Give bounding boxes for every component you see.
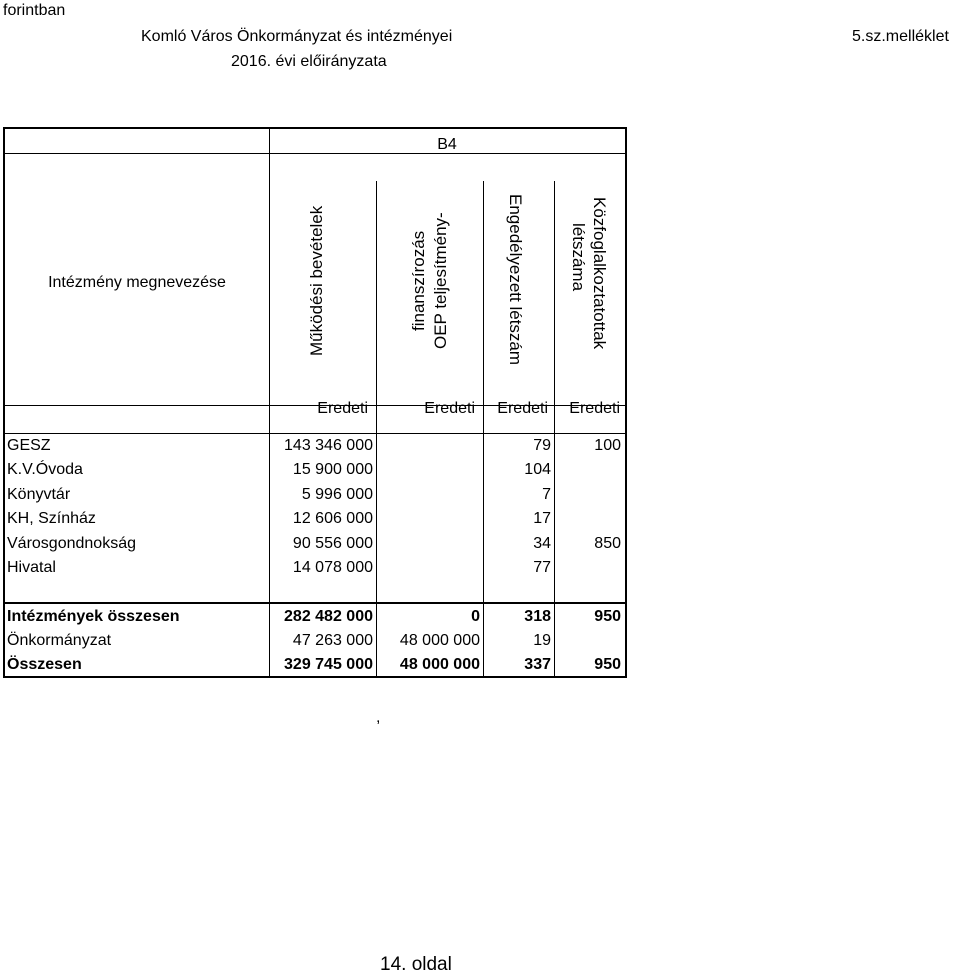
cell-name: Intézmények összesen	[7, 608, 180, 625]
cell-c1: 143 346 000	[284, 437, 373, 454]
cell-c1: 5 996 000	[301, 486, 373, 503]
column-header-name: Intézmény megnevezése	[48, 274, 226, 291]
cell-c2: 48 000 000	[399, 632, 480, 649]
cell-c4: 100	[594, 437, 621, 454]
cell-c4: 850	[594, 535, 621, 552]
column-header-oep-line2: finanszírozás	[409, 230, 428, 332]
subheader-c3: Eredeti	[497, 400, 548, 417]
cell-c3: 79	[533, 437, 551, 454]
subheader-c1: Eredeti	[317, 400, 368, 417]
cell-c1: 15 900 000	[292, 461, 373, 478]
cell-name: GESZ	[7, 437, 51, 454]
cell-name: Könyvtár	[7, 486, 71, 503]
cell-c1: 329 745 000	[284, 656, 373, 673]
cell-c3: 318	[524, 608, 551, 625]
cell-c4: 950	[594, 656, 621, 673]
document-title: Komló Város Önkormányzat és intézményei	[141, 28, 453, 45]
cell-c2: 0	[471, 608, 480, 625]
cell-name: Városgondnokság	[7, 535, 136, 552]
group-label: B4	[437, 136, 457, 153]
cell-c3: 19	[533, 632, 551, 649]
cell-c3: 7	[542, 486, 551, 503]
cell-name: KH, Színház	[7, 510, 96, 527]
cell-c2: 48 000 000	[399, 656, 480, 673]
unit-label: forintban	[3, 2, 66, 19]
cell-name: K.V.Óvoda	[7, 461, 83, 478]
annex-label: 5.sz.melléklet	[852, 28, 949, 45]
page-number: 14. oldal	[380, 954, 452, 975]
column-header-public-workers-line2: létszáma	[569, 222, 588, 292]
cell-c4: 950	[594, 608, 621, 625]
cell-c3: 34	[533, 535, 551, 552]
cell-name: Összesen	[7, 656, 82, 673]
cell-c3: 17	[533, 510, 551, 527]
cell-name: Önkormányzat	[7, 632, 112, 649]
stray-comma: ,	[376, 709, 381, 726]
cell-c1: 12 606 000	[292, 510, 373, 527]
cell-c3: 77	[533, 559, 551, 576]
column-header-operating-revenue: Működési bevételek	[307, 205, 326, 357]
column-header-authorized-headcount: Engedélyezett létszám	[506, 193, 525, 366]
document-subtitle: 2016. évi előirányzata	[231, 53, 387, 70]
cell-c3: 337	[524, 656, 551, 673]
subheader-c4: Eredeti	[569, 400, 620, 417]
column-header-oep-line1: OEP teljesítmény-	[431, 212, 450, 350]
budget-table	[3, 127, 627, 678]
cell-c1: 282 482 000	[284, 608, 373, 625]
cell-c1: 14 078 000	[292, 559, 373, 576]
cell-c3: 104	[524, 461, 551, 478]
cell-name: Hivatal	[7, 559, 56, 576]
column-header-public-workers-line1: Közfoglalkoztatottak	[590, 197, 609, 350]
subheader-c2: Eredeti	[424, 400, 475, 417]
cell-c1: 90 556 000	[292, 535, 373, 552]
cell-c1: 47 263 000	[292, 632, 373, 649]
